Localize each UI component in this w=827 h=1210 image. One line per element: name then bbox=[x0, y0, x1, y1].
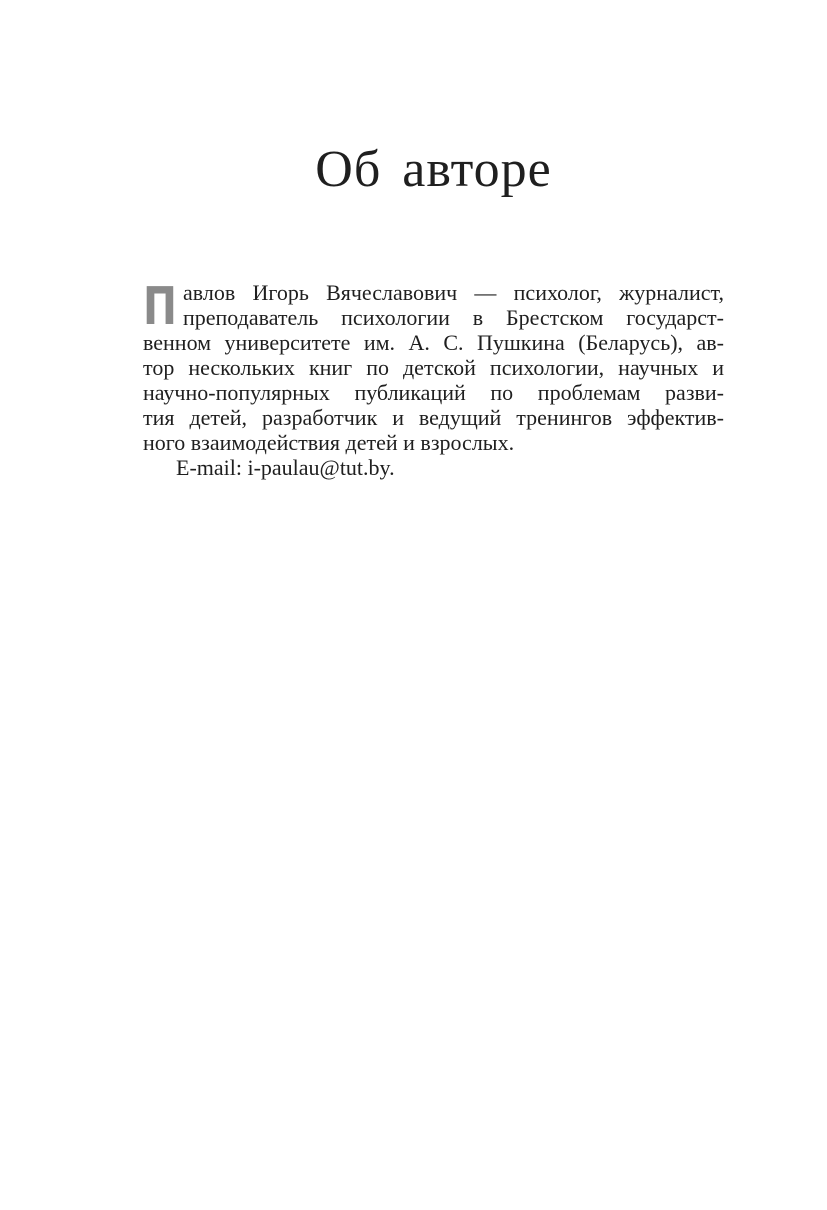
bio-line-7: ного взаимодействия детей и взрослых. bbox=[143, 430, 515, 455]
bio-line-6: тия детей, разработчик и ведущий тренингов эффектив- bbox=[143, 405, 724, 430]
bio-line-1: авлов Игорь Вячеславович — психолог, журналист, bbox=[183, 280, 724, 305]
bio-line-3: венном университете им. А. С. Пушкина (Беларусь), ав- bbox=[143, 330, 724, 355]
page-title: Об авторе bbox=[315, 141, 552, 198]
drop-cap-letter: П bbox=[143, 277, 177, 337]
author-bio-paragraph bbox=[143, 277, 724, 480]
bio-line-4: тор нескольких книг по детской психологии, научных и bbox=[143, 355, 724, 380]
email-line: E-mail: i-paulau@tut.by. bbox=[176, 455, 395, 480]
bio-line-2: преподаватель психологии в Брестском государст- bbox=[183, 305, 724, 330]
bio-line-5: научно-популярных публикаций по проблемам разви- bbox=[143, 380, 724, 405]
